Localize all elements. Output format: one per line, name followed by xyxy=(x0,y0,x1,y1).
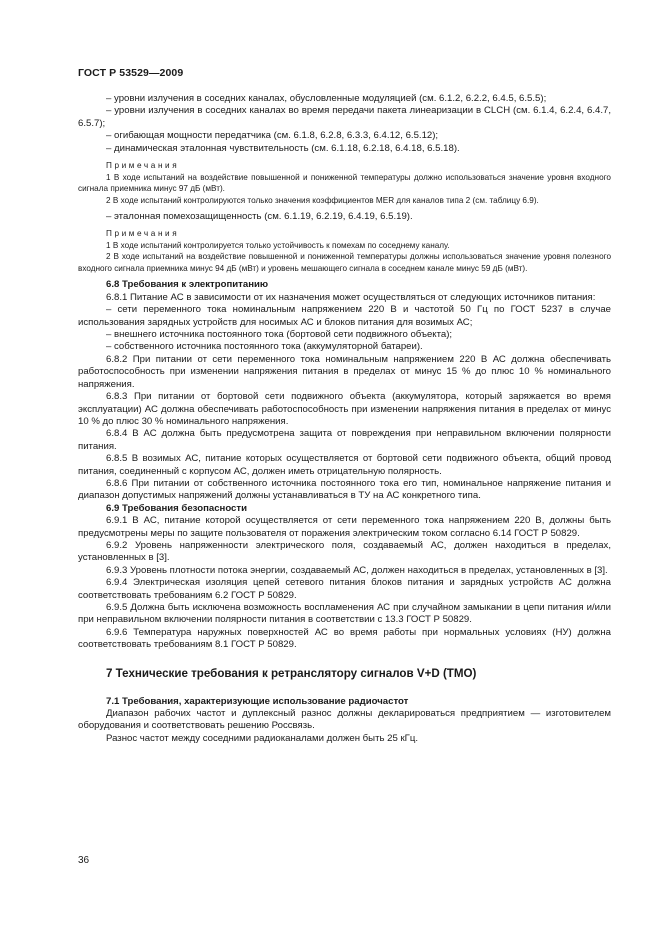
note-item: 2 В ходе испытаний контролируются только значения коэффициентов MER для каналов типа 2 (см. таблицу 6.9). xyxy=(106,195,539,205)
list-item: – уровни излучения в соседних каналах, обусловленные модуляцией (см. 6.1.2, 6.2.2, 6.4.5, 6.5.5); xyxy=(106,93,547,104)
note-item: 1 В ходе испытаний на воздействие повышенной и пониженной температуры должно использоваться значение уровня входного сигнала приемника минус 97 дБ (мВт). xyxy=(78,172,611,194)
list-item: – собственного источника постоянного тока (аккумуляторной батареи). xyxy=(106,341,423,353)
section-heading: 6.9 Требования безопасности xyxy=(106,502,247,514)
spacer xyxy=(78,652,611,666)
notes-heading: Примечания xyxy=(106,161,180,171)
list-item: – уровни излучения в соседних каналах во время передачи пакета линеаризации в CLCH (см. 6.1.4, 6.2.4, 6.4.7, 6.5.7); xyxy=(78,105,611,129)
note-item: 2 В ходе испытаний на воздействие повышенной и пониженной температуры должны использоваться значение уровня полезного входного сигнала приемника минус 94 дБ (мВт) и уровень мешающего сигнала в соседнем канале минус 59 дБ (мВт). xyxy=(78,252,611,273)
paragraph: 6.8.1 Питание АС в зависимости от их назначения может осуществляться от следующих источников питания: xyxy=(106,291,596,303)
list-item: – внешнего источника постоянного тока (бортовой сети подвижного объекта); xyxy=(106,329,453,341)
spacer xyxy=(78,682,611,696)
page-header: ГОСТ Р 53529—2009 xyxy=(78,67,184,79)
paragraph: Диапазон рабочих частот и дуплексный разнос должны декларироваться предприятием — изготовителем оборудования и соответствовать решению Россвязь. xyxy=(78,708,611,732)
notes-heading: Примечания xyxy=(106,229,180,239)
section-heading: 7.1 Требования, характеризующие использование радиочастот xyxy=(106,695,409,707)
paragraph: 6.8.2 При питании от сети переменного тока номинальным напряжением 220 В АС должна обеспечивать работоспособность при изменении напряжения питания в пределах от минус 15 % до плюс 10 % номинального напряжения. xyxy=(78,353,611,390)
paragraph: 6.8.3 При питании от бортовой сети подвижного объекта (аккумулятора, который заряжается во время эксплуатации) АС должна обеспечивать работоспособность при изменении напряжения питания в пределах от минус 10 % до плюс 30 % номинального напряжения. xyxy=(78,391,611,427)
list-item: – динамическая эталонная чувствительность (см. 6.1.18, 6.2.18, 6.4.18, 6.5.18). xyxy=(106,142,460,154)
page-number: 36 xyxy=(78,855,90,866)
paragraph: 6.9.2 Уровень напряженности электрического поля, создаваемый АС, должен находиться в пределах, установленных в [3]. xyxy=(78,539,611,564)
list-item: – огибающая мощности передатчика (см. 6.1.8, 6.2.8, 6.3.3, 6.4.12, 6.5.12); xyxy=(106,130,439,142)
paragraph: 6.8.6 При питании от собственного источника постоянного тока его тип, номинальное напряжение питания и диапазон допустимых напряжений должны устанавливаться в ТУ на АС конкретного типа. xyxy=(78,477,611,502)
chapter-heading: 7 Технические требования к ретранслятору сигналов V+D (TMO) xyxy=(106,666,477,680)
section-heading: 6.8 Требования к электропитанию xyxy=(106,279,269,291)
paragraph: 6.9.5 Должна быть исключена возможность воспламенения АС при случайном замыкании в цепи питания и/или при неправильном включении полярности питания в соответствии с 13.3 ГОСТ Р 50829. xyxy=(78,602,611,626)
paragraph: 6.9.6 Температура наружных поверхностей АС во время работы при нормальных условиях (НУ) должна соответствовать требованиям 8.1 ГОСТ Р 50829. xyxy=(78,626,611,651)
paragraph: 6.8.5 В возимых АС, питание которых осуществляется от бортовой сети подвижного объекта, общий провод питания, соединенный с корпусом АС, должен иметь отрицательную полярность. xyxy=(78,453,611,477)
list-item: – эталонная помехозащищенность (см. 6.1.19, 6.2.19, 6.4.19, 6.5.19). xyxy=(106,211,413,223)
paragraph: 6.8.4 В АС должна быть предусмотрена защита от повреждения при неправильном включении полярности питания. xyxy=(78,428,611,452)
paragraph: Разнос частот между соседними радиоканалами должен быть 25 кГц. xyxy=(106,732,419,744)
note-item: 1 В ходе испытаний контролируется только устойчивость к помехам по соседнему каналу. xyxy=(106,240,450,250)
paragraph: 6.9.4 Электрическая изоляция цепей сетевого питания блоков питания и зарядных устройств АС должна соответствовать требованиям 6.2 ГОСТ Р 50829. xyxy=(78,577,611,601)
paragraph: 6.9.1 В АС, питание которой осуществляется от сети переменного тока напряжением 220 В, должны быть предусмотрены меры по защите пользователя от поражения электрическим током согласно 6.14 ГОСТ Р 50829. xyxy=(78,515,611,539)
list-item: – сети переменного тока номинальным напряжением 220 В и частотой 50 Гц по ГОСТ 5237 в случае использования зарядных устройств для носимых АС и блоков питания для возимых АС; xyxy=(78,304,611,328)
paragraph: 6.9.3 Уровень плотности потока энергии, создаваемый АС, должен находиться в пределах, установленных в [3]. xyxy=(106,564,608,576)
document-body xyxy=(78,93,611,745)
